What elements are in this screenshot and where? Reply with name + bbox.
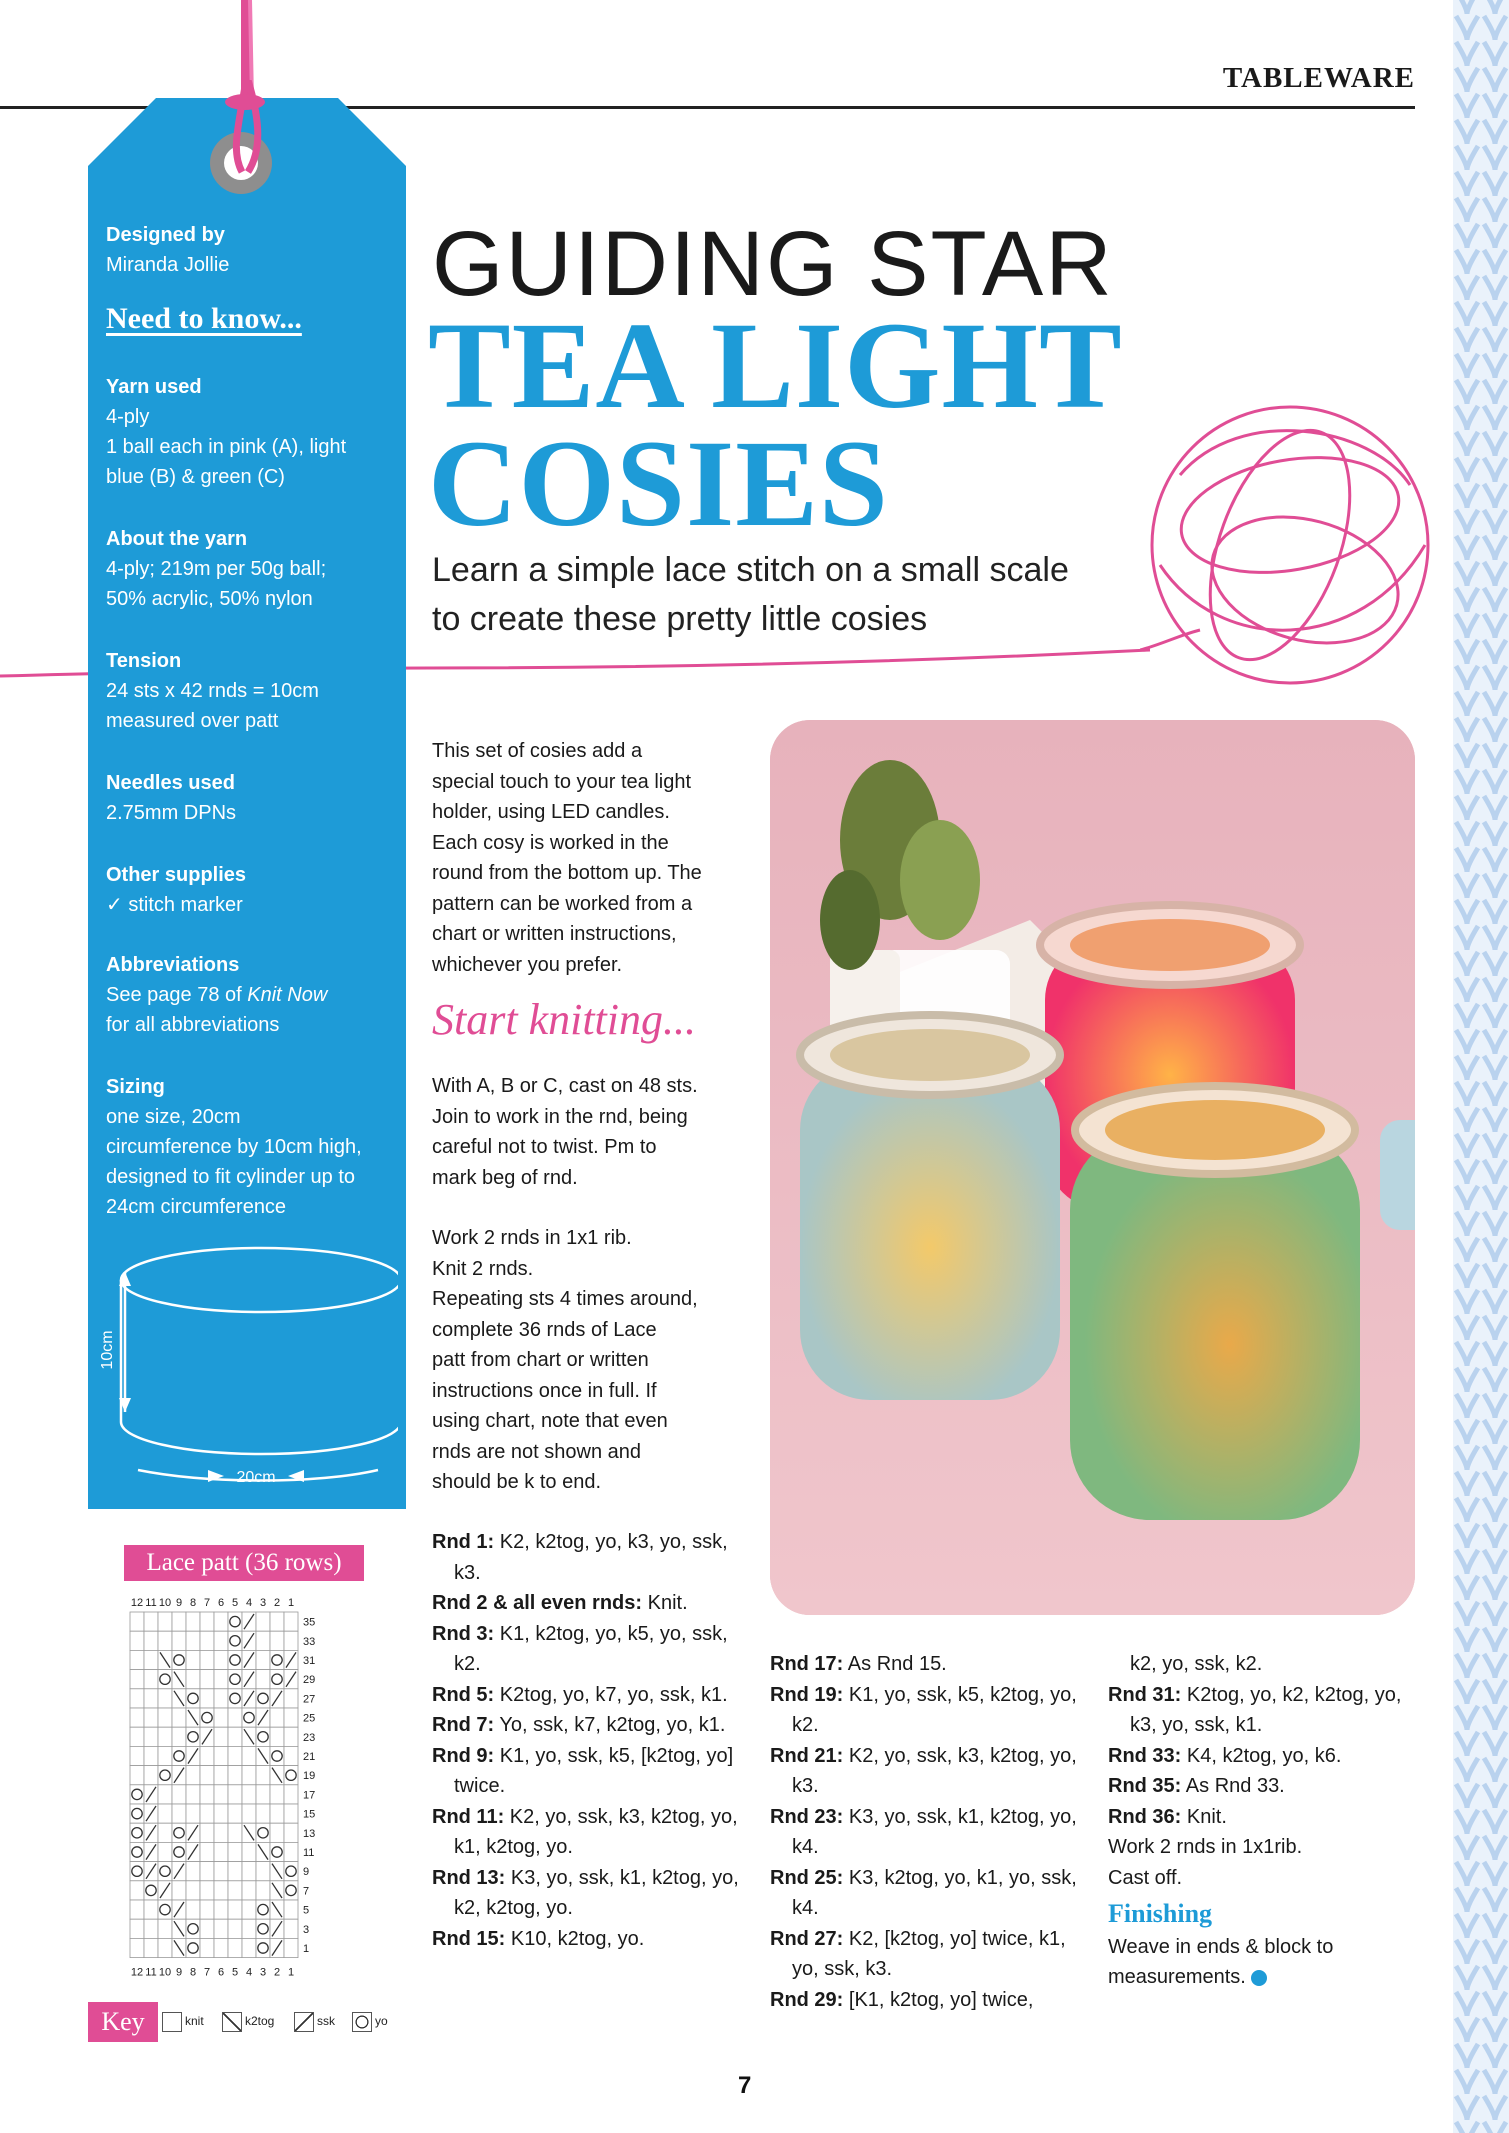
chart-cell bbox=[172, 1631, 186, 1650]
chart-column-label-bottom: 3 bbox=[259, 1966, 267, 1976]
yarn-used-block bbox=[106, 372, 396, 492]
chart-cell bbox=[256, 1785, 270, 1804]
chart-row-label: 17 bbox=[303, 1789, 316, 1802]
chart-cell bbox=[158, 1785, 172, 1804]
chart-cell bbox=[200, 1938, 214, 1957]
chart-cell bbox=[242, 1919, 256, 1938]
key-item-yo: yo bbox=[352, 2010, 388, 2032]
finishing-heading: Finishing bbox=[1108, 1899, 1213, 1928]
chart-cell bbox=[242, 1862, 256, 1881]
chart-cell bbox=[130, 1631, 144, 1650]
sizing-line: circumference by 10cm high, bbox=[106, 1136, 362, 1158]
chart-cell bbox=[186, 1766, 200, 1785]
chart-cell bbox=[228, 1708, 242, 1727]
chart-cell bbox=[214, 1842, 228, 1861]
sizing-line: 24cm circumference bbox=[106, 1196, 287, 1218]
product-photo bbox=[770, 720, 1415, 1615]
round-instruction: Rnd 23: K3, yo, ssk, k1, k2tog, yo, k4. bbox=[770, 1805, 1077, 1858]
chart-row-label: 31 bbox=[303, 1655, 316, 1667]
about-yarn-label: About the yarn bbox=[106, 528, 248, 550]
chart-row-label: 21 bbox=[303, 1751, 316, 1763]
round-instruction: Rnd 17: As Rnd 15. bbox=[770, 1653, 947, 1675]
chart-cell bbox=[214, 1785, 228, 1804]
chart-cell bbox=[158, 1804, 172, 1823]
chart-cell bbox=[214, 1900, 228, 1919]
chart-title: Lace patt (36 rows) bbox=[146, 1549, 342, 1576]
chart-cell bbox=[144, 1650, 158, 1669]
method-paragraph bbox=[432, 1223, 752, 1498]
chart-cell bbox=[270, 1823, 284, 1842]
chart-cell bbox=[214, 1612, 228, 1631]
chart-cell bbox=[284, 1900, 298, 1919]
round-instruction: Rnd 3: K1, k2tog, yo, k5, yo, ssk, k2. bbox=[432, 1622, 728, 1675]
intro-line: round from the bottom up. The bbox=[432, 862, 702, 884]
chart-cell bbox=[158, 1631, 172, 1650]
intro-line: holder, using LED candles. bbox=[432, 801, 670, 823]
chart-cell bbox=[144, 1727, 158, 1746]
chart-cell bbox=[200, 1746, 214, 1765]
diagram-height-label: 10cm bbox=[99, 1330, 116, 1370]
chart-cell bbox=[284, 1612, 298, 1631]
chart-cell bbox=[158, 1919, 172, 1938]
chart-cell bbox=[130, 1746, 144, 1765]
chart-column-label-top: 4 bbox=[245, 1597, 253, 1609]
method-line: instructions once in full. If bbox=[432, 1379, 657, 1402]
round-instruction: Rnd 35: As Rnd 33. bbox=[1108, 1775, 1285, 1797]
chart-cell bbox=[200, 1785, 214, 1804]
chart-cell bbox=[186, 1650, 200, 1669]
chart-row-label: 13 bbox=[303, 1827, 316, 1840]
sizing-line: designed to fit cylinder up to bbox=[106, 1166, 356, 1188]
start-knitting-heading: Start knitting... bbox=[432, 995, 696, 1044]
chart-cell bbox=[186, 1804, 200, 1823]
chart-cell bbox=[228, 1727, 242, 1746]
chart-cell bbox=[172, 1612, 186, 1631]
chart-cell bbox=[200, 1842, 214, 1861]
yarn-used-line: 4-ply bbox=[106, 406, 150, 428]
tension-line: measured over patt bbox=[106, 710, 279, 732]
abbreviations-line: for all abbreviations bbox=[106, 1014, 280, 1036]
chart-row-label: 3 bbox=[303, 1923, 310, 1936]
method-line: Repeating sts 4 times around, bbox=[432, 1288, 698, 1310]
chart-column-label-bottom: 9 bbox=[175, 1966, 183, 1976]
chart-row-label: 11 bbox=[303, 1847, 315, 1859]
chart-cell bbox=[214, 1766, 228, 1785]
chart-cell bbox=[186, 1862, 200, 1881]
rounds-column-1 bbox=[432, 1527, 742, 1954]
yo-symbol-icon bbox=[352, 2012, 372, 2032]
chart-cell bbox=[186, 1900, 200, 1919]
intro-line: chart or written instructions, bbox=[432, 923, 677, 945]
chart-cell bbox=[200, 1919, 214, 1938]
method-line: complete 36 rnds of Lace bbox=[432, 1318, 657, 1341]
rounds-column-3 bbox=[1108, 1649, 1418, 1993]
section-label: TABLEWARE bbox=[1222, 62, 1415, 94]
chart-cell bbox=[242, 1766, 256, 1785]
tension-line: 24 sts x 42 rnds = 10cm bbox=[106, 680, 319, 702]
chart-cell bbox=[200, 1804, 214, 1823]
rounds-column-2 bbox=[770, 1649, 1090, 2015]
chart-cell bbox=[130, 1708, 144, 1727]
magazine-name: Knit Now bbox=[247, 984, 328, 1006]
round-continuation: k2, yo, ssk, k2. bbox=[1130, 1653, 1263, 1675]
chart-cell bbox=[242, 1900, 256, 1919]
chart-cell bbox=[200, 1862, 214, 1881]
chart-cell bbox=[270, 1727, 284, 1746]
chart-cell bbox=[158, 1727, 172, 1746]
chart-cell bbox=[186, 1785, 200, 1804]
chart-column-label-bottom: 12 bbox=[130, 1966, 144, 1976]
chart-cell bbox=[144, 1746, 158, 1765]
cylinder-size-diagram bbox=[98, 1240, 398, 1490]
chart-cell bbox=[270, 1612, 284, 1631]
chart-column-label-bottom: 10 bbox=[158, 1966, 172, 1976]
chart-row-label: 19 bbox=[303, 1770, 316, 1783]
chart-column-label-top: 11 bbox=[145, 1597, 157, 1609]
chart-cell bbox=[228, 1842, 242, 1861]
chart-cell bbox=[172, 1785, 186, 1804]
round-instruction: Rnd 1: K2, k2tog, yo, k3, yo, ssk, k3. bbox=[432, 1531, 728, 1584]
chart-row-label: 5 bbox=[303, 1904, 310, 1917]
abbreviations-line bbox=[106, 980, 396, 1010]
chart-cell bbox=[256, 1804, 270, 1823]
chart-column-label-top: 7 bbox=[203, 1597, 211, 1609]
chart-cell bbox=[158, 1842, 172, 1861]
tea-light-jars-image bbox=[770, 720, 1415, 1615]
chart-cell bbox=[270, 1785, 284, 1804]
chart-cell bbox=[242, 1785, 256, 1804]
round-instruction: Rnd 33: K4, k2tog, yo, k6. bbox=[1108, 1744, 1342, 1767]
chart-column-label-bottom: 6 bbox=[217, 1966, 225, 1976]
round-instruction: Rnd 7: Yo, ssk, k7, k2tog, yo, k1. bbox=[432, 1714, 726, 1736]
diagram-width-label: 20cm bbox=[236, 1469, 276, 1486]
chart-cell bbox=[144, 1938, 158, 1957]
abbreviations-label: Abbreviations bbox=[106, 954, 240, 976]
page-number: 7 bbox=[738, 2072, 752, 2099]
chart-column-label-top: 10 bbox=[158, 1597, 172, 1609]
end-mark-icon bbox=[1251, 1970, 1267, 1986]
chart-row-label: 35 bbox=[303, 1616, 316, 1629]
chart-column-label-bottom: 5 bbox=[231, 1966, 239, 1976]
yarn-used-line: 1 ball each in pink (A), light bbox=[106, 436, 347, 458]
chart-cell bbox=[242, 1804, 256, 1823]
round-instruction: Rnd 21: K2, yo, ssk, k3, k2tog, yo, k3. bbox=[770, 1744, 1077, 1797]
subtitle bbox=[432, 546, 1092, 644]
chart-row-label: 7 bbox=[303, 1885, 310, 1898]
chart-cell bbox=[144, 1919, 158, 1938]
chart-cell bbox=[228, 1746, 242, 1765]
chart-cell bbox=[256, 1650, 270, 1669]
chart-cell bbox=[144, 1631, 158, 1650]
round-instruction: Rnd 27: K2, [k2tog, yo] twice, k1, yo, ssk, k3. bbox=[770, 1927, 1066, 1980]
chart-cell bbox=[130, 1900, 144, 1919]
chart-cell bbox=[144, 1670, 158, 1689]
chart-cell bbox=[158, 1823, 172, 1842]
title-line-3: COSIES bbox=[428, 415, 889, 552]
lace-chart bbox=[120, 1586, 390, 1976]
chart-cell bbox=[228, 1938, 242, 1957]
needles-value: 2.75mm DPNs bbox=[106, 802, 237, 824]
chart-cell bbox=[130, 1670, 144, 1689]
chart-cell bbox=[158, 1612, 172, 1631]
intro-paragraph bbox=[432, 736, 752, 980]
chart-cell bbox=[158, 1938, 172, 1957]
chart-row-label: 25 bbox=[303, 1712, 316, 1725]
about-yarn-block bbox=[106, 524, 396, 614]
chart-cell bbox=[228, 1823, 242, 1842]
other-supplies-block bbox=[106, 860, 396, 920]
chart-column-label-bottom: 7 bbox=[203, 1966, 211, 1976]
chart-cell bbox=[284, 1938, 298, 1957]
about-yarn-line: 4-ply; 219m per 50g ball; bbox=[106, 558, 327, 580]
cast-on-line: Join to work in the rnd, being bbox=[432, 1105, 688, 1128]
chart-cell bbox=[284, 1804, 298, 1823]
chart-cell bbox=[214, 1670, 228, 1689]
chart-cell bbox=[186, 1881, 200, 1900]
chart-cell bbox=[256, 1862, 270, 1881]
chart-cell bbox=[200, 1766, 214, 1785]
chart-cell bbox=[214, 1708, 228, 1727]
chart-cell bbox=[214, 1823, 228, 1842]
chart-cell bbox=[214, 1938, 228, 1957]
method-line: Work 2 rnds in 1x1 rib. bbox=[432, 1227, 632, 1249]
abbreviations-text: See page 78 of bbox=[106, 984, 248, 1006]
chart-cell bbox=[270, 1708, 284, 1727]
chart-column-label-top: 5 bbox=[231, 1597, 239, 1609]
chart-cell bbox=[214, 1919, 228, 1938]
other-supplies-label: Other supplies bbox=[106, 864, 247, 886]
chart-column-label-bottom: 11 bbox=[145, 1966, 157, 1976]
round-instruction: Rnd 29: [K1, k2tog, yo] twice, bbox=[770, 1988, 1034, 2011]
chart-cell bbox=[186, 1612, 200, 1631]
chart-cell bbox=[228, 1900, 242, 1919]
round-instruction: Rnd 5: K2tog, yo, k7, yo, ssk, k1. bbox=[432, 1683, 728, 1706]
chart-cell bbox=[214, 1689, 228, 1708]
chart-cell bbox=[144, 1900, 158, 1919]
round-instruction: Rnd 19: K1, yo, ssk, k5, k2tog, yo, k2. bbox=[770, 1683, 1077, 1736]
yarn-used-line: blue (B) & green (C) bbox=[106, 466, 285, 488]
chart-cell bbox=[256, 1766, 270, 1785]
cast-on-line: With A, B or C, cast on 48 sts. bbox=[432, 1075, 698, 1097]
chart-cell bbox=[200, 1823, 214, 1842]
chart-cell bbox=[144, 1766, 158, 1785]
chart-cell bbox=[172, 1804, 186, 1823]
needles-block bbox=[106, 768, 396, 828]
chart-cell bbox=[130, 1938, 144, 1957]
chart-cell bbox=[214, 1727, 228, 1746]
chart-cell bbox=[256, 1631, 270, 1650]
chart-column-label-bottom: 4 bbox=[245, 1966, 253, 1976]
chart-column-label-top: 8 bbox=[189, 1597, 197, 1609]
need-to-know-heading: Need to know... bbox=[106, 302, 302, 335]
chart-row-label: 23 bbox=[303, 1731, 316, 1744]
tag-string-loop bbox=[200, 80, 290, 180]
chart-cell bbox=[284, 1631, 298, 1650]
chart-cell bbox=[130, 1727, 144, 1746]
round-instruction: Rnd 31: K2tog, yo, k2, k2tog, yo, k3, yo, ssk, k1. bbox=[1108, 1683, 1402, 1736]
chart-cell bbox=[200, 1670, 214, 1689]
chart-cell bbox=[284, 1746, 298, 1765]
chart-cell bbox=[284, 1785, 298, 1804]
chart-cell bbox=[130, 1919, 144, 1938]
sizing-label: Sizing bbox=[106, 1076, 165, 1098]
chart-cell bbox=[228, 1804, 242, 1823]
chart-cell bbox=[284, 1689, 298, 1708]
chart-cell bbox=[270, 1804, 284, 1823]
chart-row-label: 27 bbox=[303, 1693, 316, 1706]
sizing-line: one size, 20cm bbox=[106, 1106, 241, 1128]
chart-cell bbox=[242, 1842, 256, 1861]
key-item-ssk: ssk bbox=[294, 2010, 335, 2032]
round-instruction: Rnd 11: K2, yo, ssk, k3, k2tog, yo, k1, k2tog, yo. bbox=[432, 1805, 738, 1858]
tension-block bbox=[106, 646, 396, 736]
chart-column-label-top: 9 bbox=[175, 1597, 183, 1609]
cast-on-paragraph bbox=[432, 1071, 752, 1193]
chart-cell bbox=[256, 1612, 270, 1631]
chart-cell bbox=[144, 1689, 158, 1708]
yarn-used-label: Yarn used bbox=[106, 376, 202, 398]
key-item-k2tog: k2tog bbox=[222, 2010, 274, 2032]
chart-cell bbox=[172, 1708, 186, 1727]
chart-cell bbox=[200, 1612, 214, 1631]
chart-cell bbox=[228, 1919, 242, 1938]
round-instruction: Rnd 15: K10, k2tog, yo. bbox=[432, 1927, 645, 1950]
intro-line: pattern can be worked from a bbox=[432, 892, 693, 915]
finishing-line: measurements. bbox=[1108, 1962, 1418, 1993]
chart-cell bbox=[130, 1689, 144, 1708]
chart-cell bbox=[214, 1746, 228, 1765]
chart-cell bbox=[284, 1708, 298, 1727]
subtitle-line: Learn a simple lace stitch on a small scale bbox=[432, 551, 1069, 589]
chart-cell bbox=[130, 1881, 144, 1900]
chart-cell bbox=[200, 1631, 214, 1650]
other-supplies-value: ✓ stitch marker bbox=[106, 894, 243, 916]
intro-line: special touch to your tea light bbox=[432, 770, 692, 793]
ending-line: Work 2 rnds in 1x1rib. bbox=[1108, 1836, 1303, 1858]
method-line: Knit 2 rnds. bbox=[432, 1257, 534, 1280]
method-line: rnds are not shown and bbox=[432, 1440, 642, 1463]
chart-cell bbox=[200, 1689, 214, 1708]
chart-cell bbox=[130, 1766, 144, 1785]
title-line-1: GUIDING STAR bbox=[432, 213, 1114, 315]
key-item-knit: knit bbox=[162, 2010, 204, 2032]
chart-cell bbox=[158, 1746, 172, 1765]
chart-cell bbox=[214, 1650, 228, 1669]
key-label: Key bbox=[101, 2007, 145, 2036]
chart-cell bbox=[242, 1746, 256, 1765]
sizing-block bbox=[106, 1072, 396, 1222]
intro-line: This set of cosies add a bbox=[432, 740, 643, 762]
ssk-symbol-icon bbox=[294, 2012, 314, 2032]
chart-cell bbox=[270, 1631, 284, 1650]
about-yarn-line: 50% acrylic, 50% nylon bbox=[106, 588, 313, 610]
cast-on-line: careful not to twist. Pm to bbox=[432, 1136, 657, 1158]
designer-name: Miranda Jollie bbox=[106, 254, 230, 276]
designed-by-label: Designed by bbox=[106, 224, 225, 246]
chart-cell bbox=[242, 1881, 256, 1900]
needles-label: Needles used bbox=[106, 772, 235, 794]
chart-cell bbox=[186, 1631, 200, 1650]
chart-cell bbox=[200, 1900, 214, 1919]
intro-line: whichever you prefer. bbox=[432, 953, 623, 976]
chart-column-label-bottom: 8 bbox=[189, 1966, 197, 1976]
chart-cell bbox=[186, 1670, 200, 1689]
chart-cell bbox=[158, 1689, 172, 1708]
chart-cell bbox=[158, 1708, 172, 1727]
chart-column-label-top: 2 bbox=[273, 1597, 281, 1609]
chart-cell bbox=[200, 1650, 214, 1669]
chart-cell bbox=[214, 1631, 228, 1650]
chart-row-label: 9 bbox=[303, 1866, 310, 1879]
chart-column-label-top: 1 bbox=[287, 1597, 295, 1609]
chart-cell bbox=[228, 1881, 242, 1900]
chart-cell bbox=[284, 1842, 298, 1861]
chart-column-label-top: 6 bbox=[217, 1597, 225, 1609]
chart-cell bbox=[172, 1727, 186, 1746]
chart-cell bbox=[242, 1938, 256, 1957]
chart-cell bbox=[144, 1612, 158, 1631]
round-instruction: Rnd 2 & all even rnds: Knit. bbox=[432, 1592, 688, 1614]
chart-cell bbox=[214, 1804, 228, 1823]
chart-cell bbox=[144, 1708, 158, 1727]
chart-cell bbox=[200, 1881, 214, 1900]
round-instruction: Rnd 36: Knit. bbox=[1108, 1805, 1227, 1828]
abbreviations-block bbox=[106, 950, 396, 1040]
yarn-ball-illustration bbox=[1140, 395, 1440, 705]
chart-cell bbox=[172, 1881, 186, 1900]
chart-row-label: 1 bbox=[303, 1943, 310, 1955]
round-instruction: Rnd 13: K3, yo, ssk, k1, k2tog, yo, k2, k2tog, yo. bbox=[432, 1866, 739, 1919]
chart-cell bbox=[130, 1612, 144, 1631]
chart-cell bbox=[284, 1727, 298, 1746]
chart-row-label: 29 bbox=[303, 1674, 316, 1687]
chart-row-label: 33 bbox=[303, 1635, 316, 1648]
chart-cell bbox=[256, 1881, 270, 1900]
chart-cell bbox=[214, 1881, 228, 1900]
chart-cell bbox=[284, 1823, 298, 1842]
intro-line: Each cosy is worked in the bbox=[432, 831, 669, 854]
chart-cell bbox=[228, 1766, 242, 1785]
knit-symbol-icon bbox=[162, 2012, 182, 2032]
method-line: patt from chart or written bbox=[432, 1349, 649, 1371]
method-line: using chart, note that even bbox=[432, 1410, 668, 1432]
chart-cell bbox=[228, 1785, 242, 1804]
chart-cell bbox=[214, 1862, 228, 1881]
k2tog-symbol-icon bbox=[222, 2012, 242, 2032]
chart-cell bbox=[228, 1862, 242, 1881]
chart-column-label-top: 12 bbox=[130, 1597, 144, 1609]
chart-column-label-bottom: 1 bbox=[287, 1966, 295, 1976]
chart-column-label-bottom: 2 bbox=[273, 1966, 281, 1976]
cast-on-line: mark beg of rnd. bbox=[432, 1166, 578, 1189]
round-instruction: Rnd 25: K3, k2tog, yo, k1, yo, ssk, k4. bbox=[770, 1866, 1077, 1919]
chart-cell bbox=[256, 1670, 270, 1689]
chart-cell bbox=[284, 1919, 298, 1938]
chart-cell bbox=[130, 1650, 144, 1669]
title-line-2: TEA LIGHT bbox=[428, 297, 1123, 434]
ending-line: Cast off. bbox=[1108, 1866, 1183, 1889]
method-line: should be k to end. bbox=[432, 1471, 602, 1493]
designer-block bbox=[106, 220, 396, 280]
finishing-line: Weave in ends & block to bbox=[1108, 1935, 1334, 1958]
chart-column-label-top: 3 bbox=[259, 1597, 267, 1609]
round-instruction: Rnd 9: K1, yo, ssk, k5, [k2tog, yo] twice. bbox=[432, 1744, 734, 1797]
subtitle-line: to create these pretty little cosies bbox=[432, 600, 928, 638]
tension-label: Tension bbox=[106, 650, 182, 672]
chart-row-label: 15 bbox=[303, 1808, 316, 1821]
